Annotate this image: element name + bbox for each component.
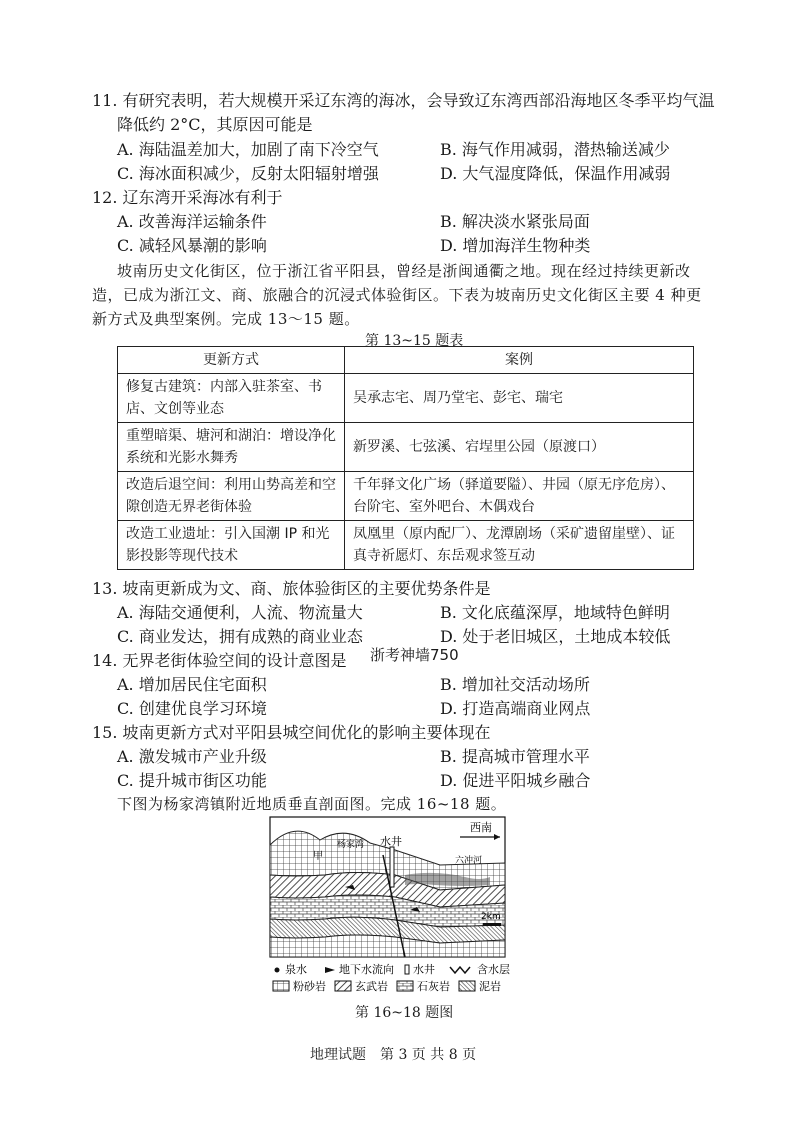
table-cell-case: 新罗溪、七弦溪、宕埕里公园（原渡口） [345, 423, 694, 472]
table-row [118, 423, 694, 472]
mudstone-legend-icon [459, 981, 475, 991]
q11-option-a: A. 海陆温差加大，加剧了南下冷空气 [117, 140, 379, 159]
siltstone-legend-icon [273, 981, 289, 991]
legend-mudstone: 泥岩 [479, 980, 501, 993]
q11-option-d: D. 大气湿度降低，保温作用减弱 [440, 164, 671, 183]
label-yangjiawan: 杨家湾 [337, 840, 365, 850]
table-row [118, 374, 694, 423]
q12-option-a: A. 改善海洋运输条件 [117, 212, 267, 231]
page-footer: 地理试题 第 3 页 共 8 页 [310, 1047, 477, 1063]
label-scale: 2km [481, 912, 501, 922]
q15-option-a: A. 激发城市产业升级 [117, 747, 267, 766]
table-header-method: 更新方式 [118, 347, 345, 374]
q11-stem-line1: 11. 有研究表明，若大规模开采辽东湾的海冰，会导致辽东湾西部沿海地区冬季平均气温 [92, 91, 715, 110]
intro13-line1: 坡南历史文化街区，位于浙江省平阳县，曾经是浙闽通衢之地。现在经过持续更新改 [117, 262, 691, 280]
flow-legend-icon [325, 967, 335, 973]
legend-aquifer: 含水层 [477, 963, 510, 976]
q13-option-b: B. 文化底蕴深厚，地域特色鲜明 [440, 603, 670, 622]
table-cell-case: 吴承志宅、周乃堂宅、彭宅、瑞宅 [345, 374, 694, 423]
label-southwest: 西南 [470, 821, 492, 834]
aquifer-legend-icon [450, 967, 470, 973]
q13-option-c: C. 商业发达，拥有成熟的商业业态 [117, 627, 363, 646]
q11-option-c: C. 海冰面积减少，反射太阳辐射增强 [117, 164, 379, 183]
intro13-line3: 新方式及典型案例。完成 13～15 题。 [92, 310, 360, 328]
legend-spring: 泉水 [285, 963, 307, 976]
legend-well: 水井 [413, 963, 435, 976]
label-well: 水井 [380, 835, 402, 848]
q11-stem-line2: 降低约 2°C，其原因可能是 [117, 115, 313, 134]
table-header-row [118, 347, 694, 374]
q13-option-a: A. 海陆交通便利，人流、物流量大 [117, 603, 363, 622]
table-header-case: 案例 [345, 347, 694, 374]
label-river: 六冲河 [455, 856, 483, 866]
q12-option-c: C. 减轻风暴潮的影响 [117, 236, 267, 255]
q14-option-d: D. 打造高端商业网点 [440, 699, 591, 718]
table-cell-method: 重塑暗渠、塘河和湖泊：增设净化系统和光影水舞秀 [118, 423, 345, 472]
q13-option-d: D. 处于老旧城区，土地成本较低 [440, 627, 671, 646]
table-cell-method: 修复古建筑：内部入驻茶室、书店、文创等业态 [118, 374, 345, 423]
table-row [118, 521, 694, 570]
well-legend-icon [405, 965, 409, 974]
watermark-text: 浙考神墙750 [370, 646, 459, 664]
q15-option-c: C. 提升城市街区功能 [117, 771, 267, 790]
table-row [118, 472, 694, 521]
legend-basalt: 玄武岩 [355, 980, 388, 993]
q14-option-b: B. 增加社交活动场所 [440, 675, 590, 694]
q15-stem: 15. 坡南更新方式对平阳县城空间优化的影响主要体现在 [92, 723, 491, 742]
well-icon [390, 847, 394, 887]
legend-siltstone: 粉砂岩 [293, 980, 326, 993]
geologic-section-figure [265, 815, 535, 1000]
legend-limestone: 石灰岩 [417, 980, 450, 993]
figure-caption: 第 16~18 题图 [355, 1005, 454, 1021]
label-jia: 甲 [313, 851, 323, 862]
table-cell-case: 凤凰里（原内配厂）、龙潭剧场（采矿遗留崖壁）、证真寺祈愿灯、东岳观求签互动 [345, 521, 694, 570]
table-cell-case: 千年驿文化广场（驿道要隘）、井园（原无序危房）、台阶宅、室外吧台、木偶戏台 [345, 472, 694, 521]
q12-option-d: D. 增加海洋生物种类 [440, 236, 591, 255]
table-cell-method: 改造工业遗址：引入国潮 IP 和光影投影等现代技术 [118, 521, 345, 570]
intro16: 下图为杨家湾镇附近地质垂直剖面图。完成 16~18 题。 [117, 795, 507, 813]
q15-option-b: B. 提高城市管理水平 [440, 747, 590, 766]
limestone-legend-icon [397, 981, 413, 991]
legend-flow: 地下水流向 [339, 963, 394, 976]
spring-legend-icon [275, 968, 280, 973]
table-cell-method: 改造后退空间：利用山势高差和空隙创造无界老街体验 [118, 472, 345, 521]
q14-option-a: A. 增加居民住宅面积 [117, 675, 267, 694]
q14-stem: 14. 无界老街体验空间的设计意图是 [92, 651, 347, 670]
q14-option-c: C. 创建优良学习环境 [117, 699, 267, 718]
q13-stem: 13. 坡南更新成为文、商、旅体验街区的主要优势条件是 [92, 579, 491, 598]
q12-stem: 12. 辽东湾开采海冰有利于 [92, 188, 283, 207]
table-caption: 第 13~15 题表 [365, 333, 464, 349]
intro13-line2: 造，已成为浙江文、商、旅融合的沉浸式体验街区。下表为坡南历史文化街区主要 4 种更 [92, 286, 702, 304]
q15-option-d: D. 促进平阳城乡融合 [440, 771, 591, 790]
scale-bar [483, 923, 501, 926]
q11-option-b: B. 海气作用减弱，潜热输送减少 [440, 140, 670, 159]
update-methods-table [117, 346, 694, 570]
basalt-legend-icon [335, 981, 351, 991]
q12-option-b: B. 解决淡水紧张局面 [440, 212, 590, 231]
